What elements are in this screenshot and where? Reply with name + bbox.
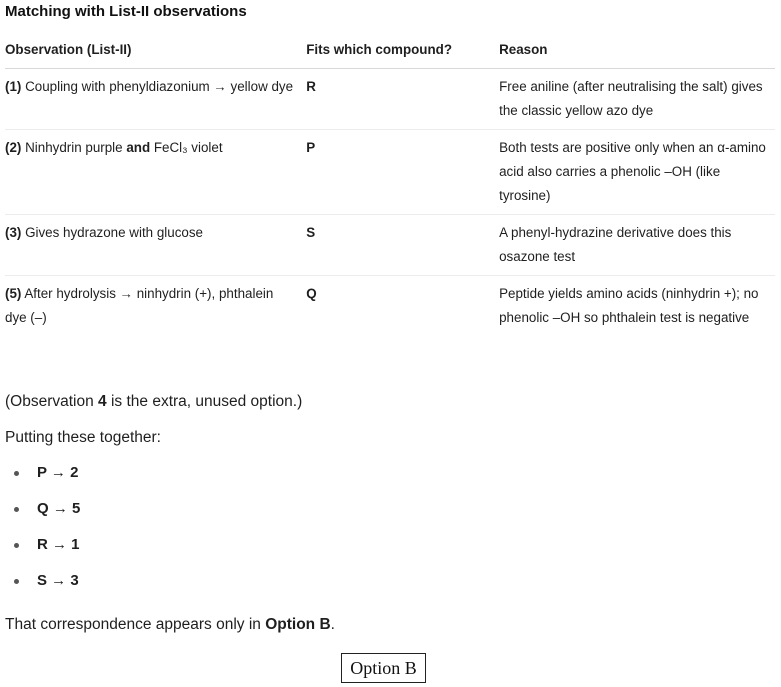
bullet-icon	[14, 579, 19, 584]
unused-option-note	[5, 391, 302, 413]
observation-number: (3)	[5, 225, 22, 240]
reason-cell: A phenyl-hydrazine derivative does this osazone test	[499, 215, 775, 276]
mapping-text: R → 1	[37, 536, 80, 553]
conclusion-text-tail: .	[330, 616, 335, 633]
bullet-icon	[14, 471, 19, 476]
observation-cell	[5, 215, 306, 276]
conclusion-text: That correspondence appears only in	[5, 616, 266, 633]
compound-cell: Q	[306, 286, 317, 301]
table-header-row	[5, 34, 775, 69]
note-text: (Observation	[5, 393, 99, 410]
header-compound: Fits which compound?	[306, 34, 499, 69]
mapping-text: S → 3	[37, 572, 79, 589]
section-heading: Matching with List-II observations	[5, 3, 247, 20]
observation-number: (5)	[5, 286, 22, 301]
bullet-icon	[14, 543, 19, 548]
compound-cell: R	[306, 69, 499, 130]
reason-cell: Free aniline (after neutralising the salt) gives the classic yellow azo dye	[499, 69, 775, 130]
reason-cell: Both tests are positive only when an α-amino acid also carries a phenolic –OH (like tyrosine)	[499, 130, 775, 215]
observation-cell	[5, 276, 306, 337]
observation-number: (1)	[5, 79, 22, 94]
compound-cell: P	[306, 130, 499, 215]
header-observation: Observation (List-II)	[5, 34, 306, 69]
mapping-text: P → 2	[37, 464, 79, 481]
observation-text: Ninhydrin purple	[21, 140, 127, 155]
note-text-tail: is the extra, unused option.)	[106, 393, 303, 410]
table-row	[5, 69, 775, 130]
observation-text: After hydrolysis → ninhydrin (+), phthalein dye (–)	[5, 286, 274, 325]
conclusion	[5, 614, 335, 636]
observation-cell	[5, 69, 306, 130]
header-reason: Reason	[499, 34, 775, 69]
conclusion-emphasis: Option B	[265, 616, 331, 633]
observation-cell	[5, 130, 306, 215]
mapping-text: Q → 5	[37, 500, 81, 517]
table-row	[5, 276, 775, 337]
compound-cell: S	[306, 215, 499, 276]
matching-table	[5, 34, 775, 336]
note-emphasis: 4	[98, 393, 107, 410]
observation-emphasis: and	[126, 140, 151, 155]
table-row	[5, 215, 775, 276]
observation-number: (2)	[5, 140, 22, 155]
reason-cell: Peptide yields amino acids (ninhydrin +); no phenolic –OH so phthalein test is negative	[499, 286, 759, 325]
observation-text: Coupling with phenyldiazonium → yellow dye	[21, 79, 294, 94]
boxed-answer: Option B	[341, 653, 426, 683]
observation-text: Gives hydrazone with glucose	[21, 225, 203, 240]
observation-text-tail: FeCl₃ violet	[150, 140, 223, 155]
table-row	[5, 130, 775, 215]
bullet-icon	[14, 507, 19, 512]
summary-intro: Putting these together:	[5, 429, 161, 446]
